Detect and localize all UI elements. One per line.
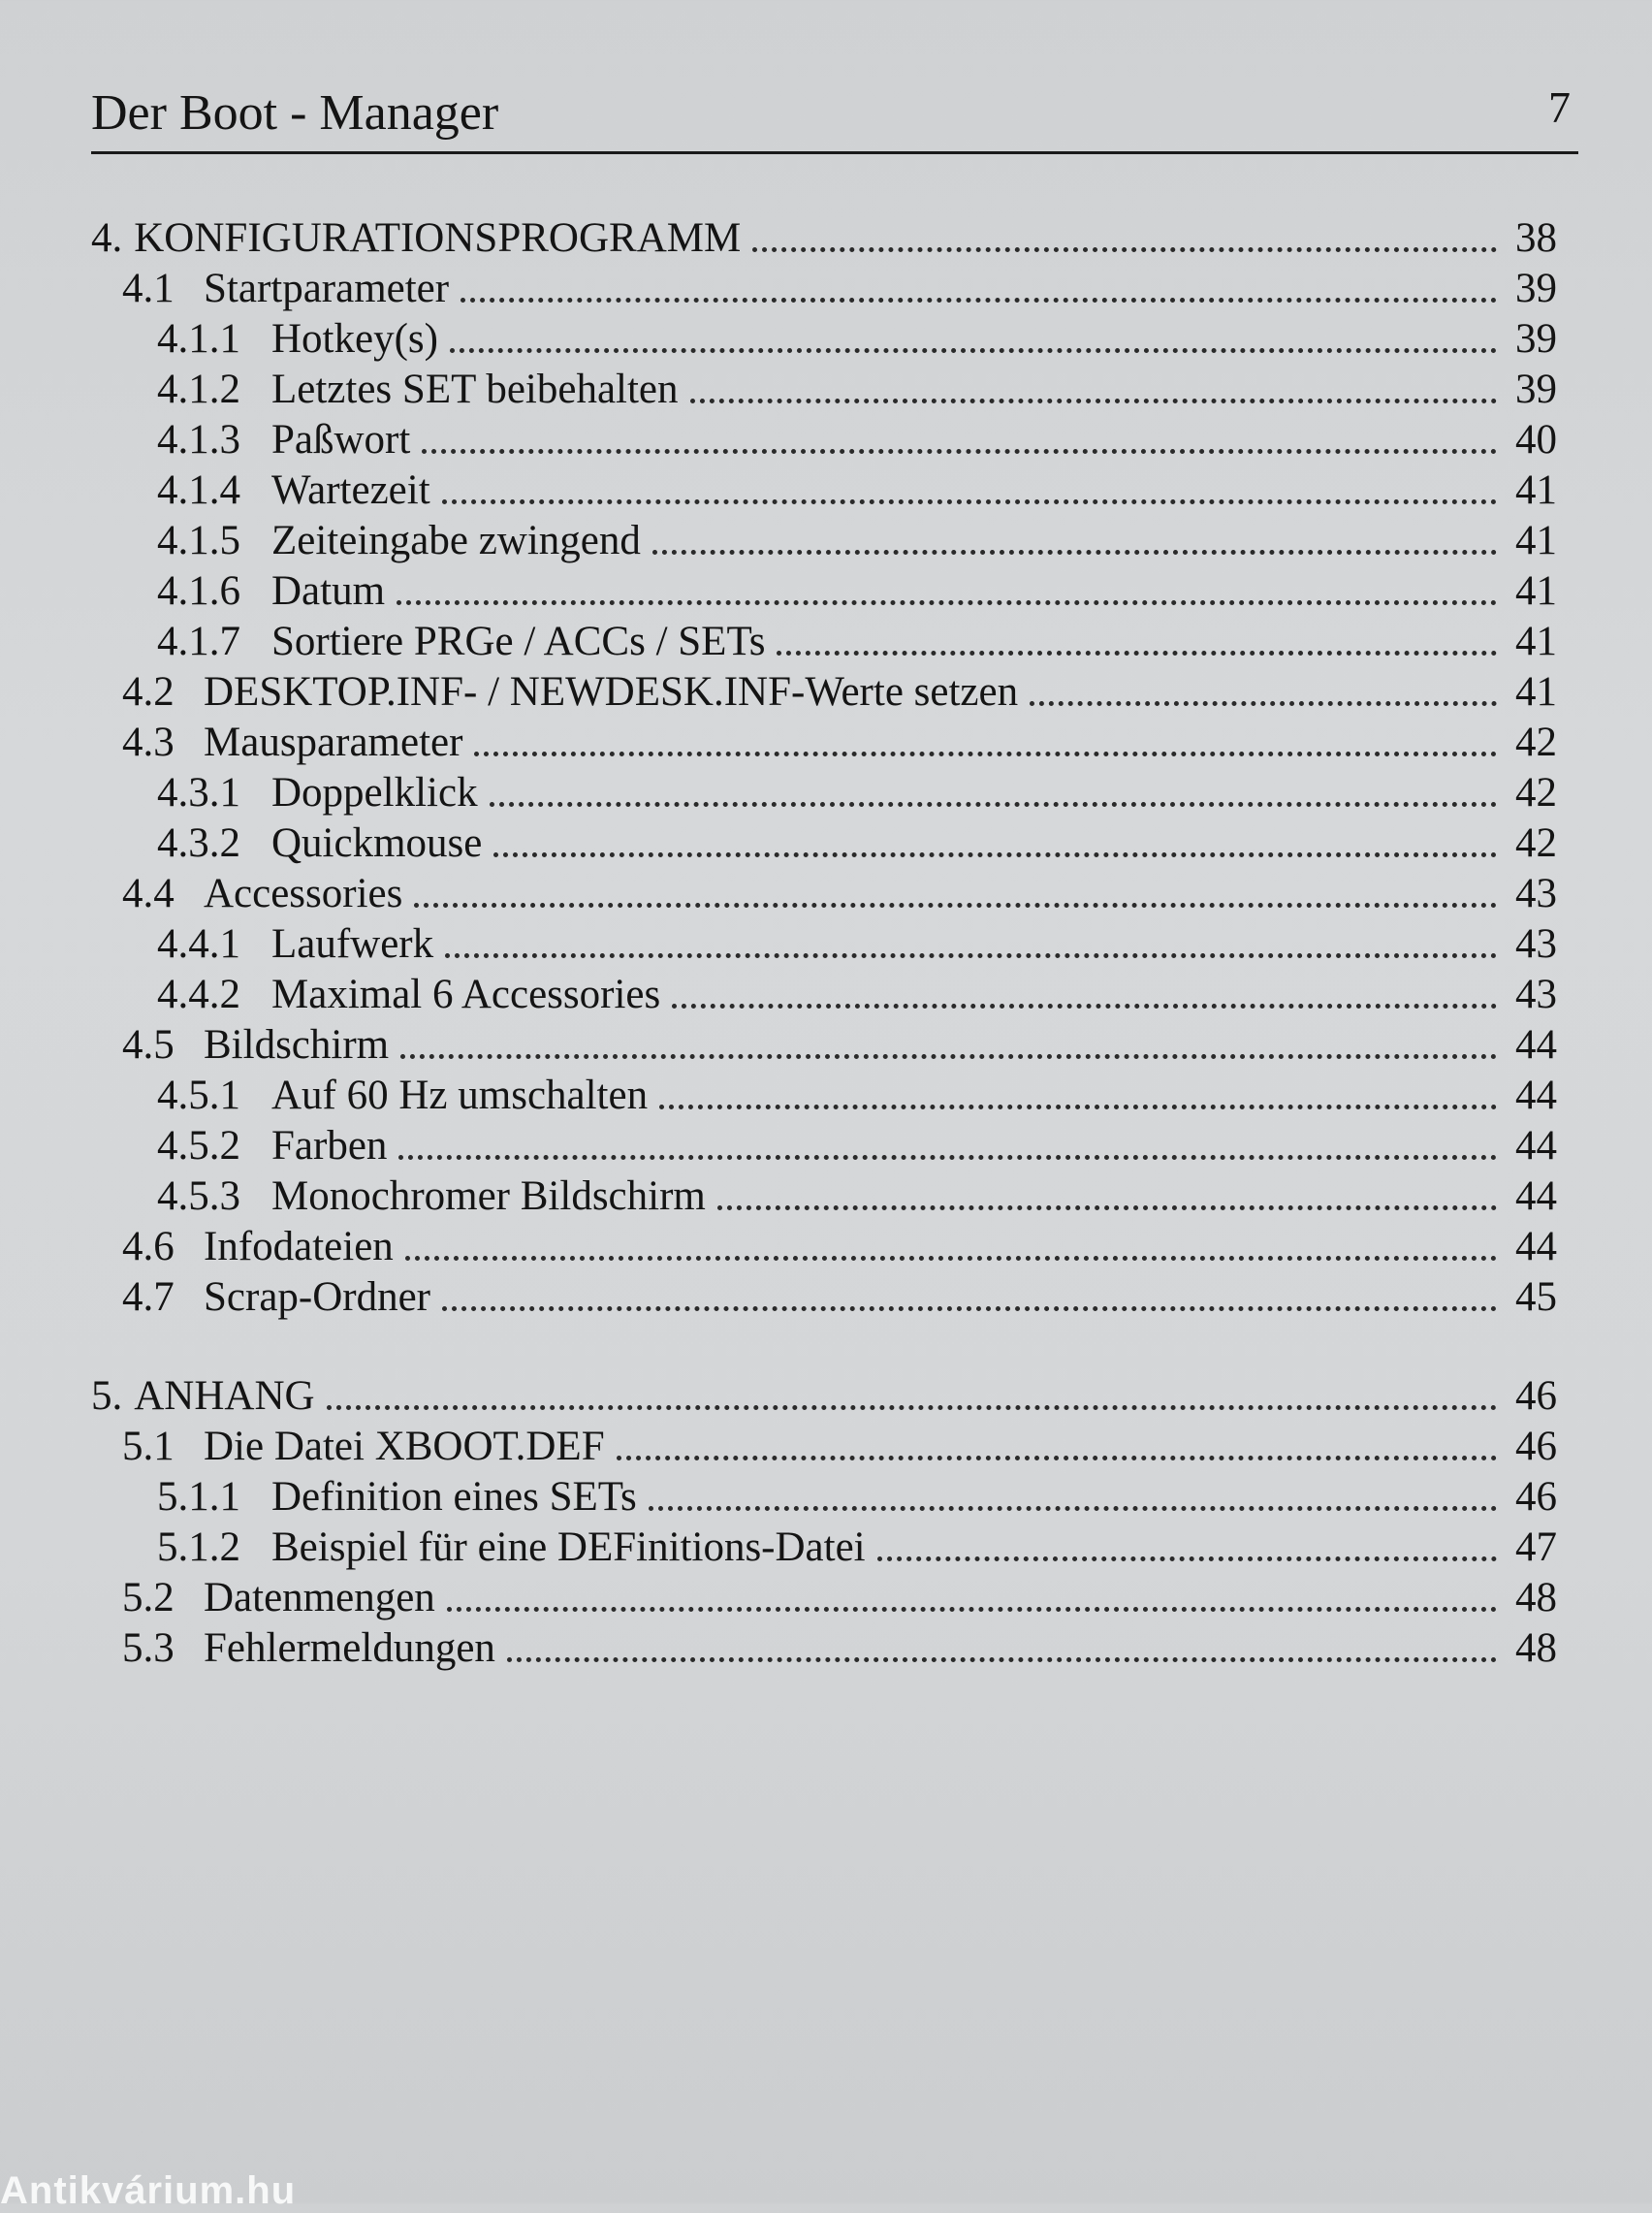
- toc-entry-number: 5.1.1: [157, 1474, 240, 1520]
- toc-entry-page: 43: [1515, 871, 1557, 916]
- toc-entry-number: 5.3: [122, 1625, 175, 1671]
- toc-entry-number: 4.4: [122, 871, 175, 916]
- dot-leader: [717, 1205, 1497, 1210]
- toc-entry-title: Quickmouse: [271, 820, 483, 866]
- toc-entry: [91, 667, 1557, 718]
- toc-entry: [91, 768, 1557, 818]
- toc-entry-number: 4.1.2: [157, 367, 240, 412]
- toc-entry: [91, 213, 1557, 264]
- table-of-contents: [91, 213, 1557, 1674]
- toc-entry-title: Hotkey(s): [271, 316, 438, 362]
- toc-entry-number: 4.1.3: [157, 417, 240, 463]
- toc-entry-title: Maximal 6 Accessories: [271, 972, 661, 1017]
- dot-leader: [474, 752, 1497, 756]
- toc-entry-page: 39: [1515, 266, 1557, 311]
- toc-entry-page: 45: [1515, 1274, 1557, 1320]
- toc-entry: [91, 1371, 1557, 1422]
- toc-entry-page: 42: [1515, 720, 1557, 765]
- toc-entry-page: 41: [1515, 467, 1557, 513]
- toc-entry: [91, 718, 1557, 768]
- toc-entry-title: Auf 60 Hz umschalten: [271, 1073, 649, 1118]
- toc-entry-number: 5.: [91, 1373, 123, 1419]
- toc-entry-title: Letztes SET beibehalten: [271, 367, 679, 412]
- toc-entry: [91, 1472, 1557, 1523]
- toc-entry: [91, 818, 1557, 869]
- dot-leader: [752, 247, 1497, 252]
- toc-entry-number: 4.5.2: [157, 1123, 240, 1169]
- toc-entry-page: 48: [1515, 1575, 1557, 1620]
- toc-entry-page: 44: [1515, 1022, 1557, 1068]
- toc-entry-number: 4.7: [122, 1274, 175, 1320]
- toc-entry-title: Infodateien: [204, 1224, 394, 1269]
- toc-entry-number: 4.1: [122, 266, 175, 311]
- toc-entry: [91, 314, 1557, 365]
- toc-entry-page: 42: [1515, 770, 1557, 816]
- toc-entry: [91, 465, 1557, 516]
- toc-entry-number: 4.2: [122, 669, 175, 715]
- toc-entry: [91, 1422, 1557, 1472]
- toc-entry: [91, 1121, 1557, 1171]
- toc-entry-number: 4.1.1: [157, 316, 240, 362]
- toc-entry-page: 43: [1515, 921, 1557, 967]
- toc-entry: [91, 617, 1557, 667]
- toc-entry-title: Beispiel für eine DEFinitions-Datei: [271, 1524, 866, 1570]
- toc-entry-number: 5.2: [122, 1575, 175, 1620]
- toc-entry: [91, 415, 1557, 465]
- dot-leader: [414, 903, 1497, 908]
- toc-entry-title: Monochromer Bildschirm: [271, 1173, 706, 1219]
- toc-entry-number: 4.5.1: [157, 1073, 240, 1118]
- toc-entry-title: Doppelklick: [271, 770, 478, 816]
- dot-leader: [442, 499, 1497, 504]
- dot-leader: [442, 1306, 1497, 1311]
- toc-entry-page: 46: [1515, 1424, 1557, 1469]
- toc-entry-title: Zeiteingabe zwingend: [271, 518, 641, 563]
- toc-entry: [91, 365, 1557, 415]
- toc-entry: [91, 1020, 1557, 1071]
- toc-entry-page: 46: [1515, 1474, 1557, 1520]
- toc-entry: [91, 1623, 1557, 1674]
- toc-entry-title: Definition eines SETs: [271, 1474, 637, 1520]
- toc-entry-number: 4.1.6: [157, 568, 240, 614]
- dot-leader: [649, 1506, 1497, 1511]
- toc-entry: [91, 1071, 1557, 1121]
- toc-entry-number: 5.1: [122, 1424, 175, 1469]
- toc-entry: [91, 516, 1557, 566]
- dot-leader: [652, 550, 1497, 555]
- toc-entry-page: 48: [1515, 1625, 1557, 1671]
- toc-entry-title: Accessories: [204, 871, 403, 916]
- toc-entry: [91, 970, 1557, 1020]
- dot-leader: [450, 348, 1497, 353]
- toc-entry-number: 5.1.2: [157, 1524, 240, 1570]
- dot-leader: [327, 1405, 1497, 1410]
- header-page-number: 7: [1548, 82, 1571, 132]
- dot-leader: [507, 1657, 1497, 1662]
- running-header: [91, 83, 1578, 154]
- dot-leader: [1030, 701, 1497, 706]
- toc-entry-page: 44: [1515, 1123, 1557, 1169]
- toc-entry-number: 4.5: [122, 1022, 175, 1068]
- toc-entry-page: 41: [1515, 518, 1557, 563]
- dot-leader: [490, 802, 1497, 807]
- dot-leader: [672, 1004, 1497, 1009]
- toc-entry: [91, 566, 1557, 617]
- toc-entry: [91, 1523, 1557, 1573]
- dot-leader: [877, 1556, 1497, 1561]
- toc-entry-number: 4.1.4: [157, 467, 240, 513]
- toc-entry-number: 4.4.2: [157, 972, 240, 1017]
- toc-entry: [91, 1222, 1557, 1272]
- toc-entry-page: 47: [1515, 1524, 1557, 1570]
- toc-entry: [91, 1272, 1557, 1323]
- toc-entry: [91, 869, 1557, 919]
- toc-entry-title: Fehlermeldungen: [204, 1625, 495, 1671]
- toc-entry-title: ANHANG: [134, 1373, 315, 1419]
- header-title: Der Boot - Manager: [91, 85, 499, 141]
- toc-entry-title: Bildschirm: [204, 1022, 390, 1068]
- toc-entry-page: 41: [1515, 619, 1557, 664]
- toc-entry: [91, 1171, 1557, 1222]
- toc-entry-title: Die Datei XBOOT.DEF: [204, 1424, 605, 1469]
- toc-entry-title: Farben: [271, 1123, 388, 1169]
- dot-leader: [422, 449, 1497, 454]
- dot-leader: [690, 399, 1497, 403]
- toc-entry-number: 4.: [91, 215, 123, 261]
- toc-entry-title: Mausparameter: [204, 720, 463, 765]
- toc-entry-page: 44: [1515, 1073, 1557, 1118]
- toc-entry-page: 39: [1515, 316, 1557, 362]
- toc-entry-number: 4.4.1: [157, 921, 240, 967]
- toc-entry-page: 40: [1515, 417, 1557, 463]
- toc-entry-title: DESKTOP.INF- / NEWDESK.INF-Werte setzen: [204, 669, 1019, 715]
- dot-leader: [400, 1054, 1497, 1059]
- toc-entry-page: 41: [1515, 669, 1557, 715]
- dot-leader: [659, 1105, 1497, 1109]
- toc-entry-title: Startparameter: [204, 266, 450, 311]
- toc-entry-page: 43: [1515, 972, 1557, 1017]
- toc-entry: [91, 919, 1557, 970]
- toc-entry-page: 44: [1515, 1173, 1557, 1219]
- toc-entry-title: Datenmengen: [204, 1575, 435, 1620]
- toc-entry-page: 44: [1515, 1224, 1557, 1269]
- toc-entry-number: 4.1.7: [157, 619, 240, 664]
- watermark: Antikvárium.hu: [0, 2169, 297, 2212]
- toc-entry: [91, 264, 1557, 314]
- toc-entry-number: 4.3: [122, 720, 175, 765]
- toc-entry-title: Datum: [271, 568, 386, 614]
- toc-entry-title: Paßwort: [271, 417, 411, 463]
- dot-leader: [461, 298, 1497, 303]
- dot-leader: [445, 953, 1497, 958]
- dot-leader: [493, 852, 1497, 857]
- dot-leader: [398, 1155, 1497, 1160]
- toc-entry-page: 39: [1515, 367, 1557, 412]
- dot-leader: [447, 1607, 1497, 1612]
- toc-entry-title: Scrap-Ordner: [204, 1274, 431, 1320]
- toc-entry-title: KONFIGURATIONSPROGRAMM: [134, 215, 742, 261]
- toc-entry-number: 4.6: [122, 1224, 175, 1269]
- toc-entry-page: 41: [1515, 568, 1557, 614]
- dot-leader: [397, 600, 1497, 605]
- toc-entry-page: 38: [1515, 215, 1557, 261]
- toc-entry-page: 46: [1515, 1373, 1557, 1419]
- toc-entry-title: Sortiere PRGe / ACCs / SETs: [271, 619, 766, 664]
- dot-leader: [405, 1256, 1497, 1261]
- toc-entry-number: 4.1.5: [157, 518, 240, 563]
- toc-entry-title: Wartezeit: [271, 467, 430, 513]
- toc-entry-number: 4.3.2: [157, 820, 240, 866]
- dot-leader: [617, 1456, 1497, 1460]
- toc-entry-number: 4.3.1: [157, 770, 240, 816]
- toc-entry-title: Laufwerk: [271, 921, 434, 967]
- toc-entry: [91, 1573, 1557, 1623]
- toc-entry-page: 42: [1515, 820, 1557, 866]
- dot-leader: [777, 651, 1497, 656]
- toc-entry-number: 4.5.3: [157, 1173, 240, 1219]
